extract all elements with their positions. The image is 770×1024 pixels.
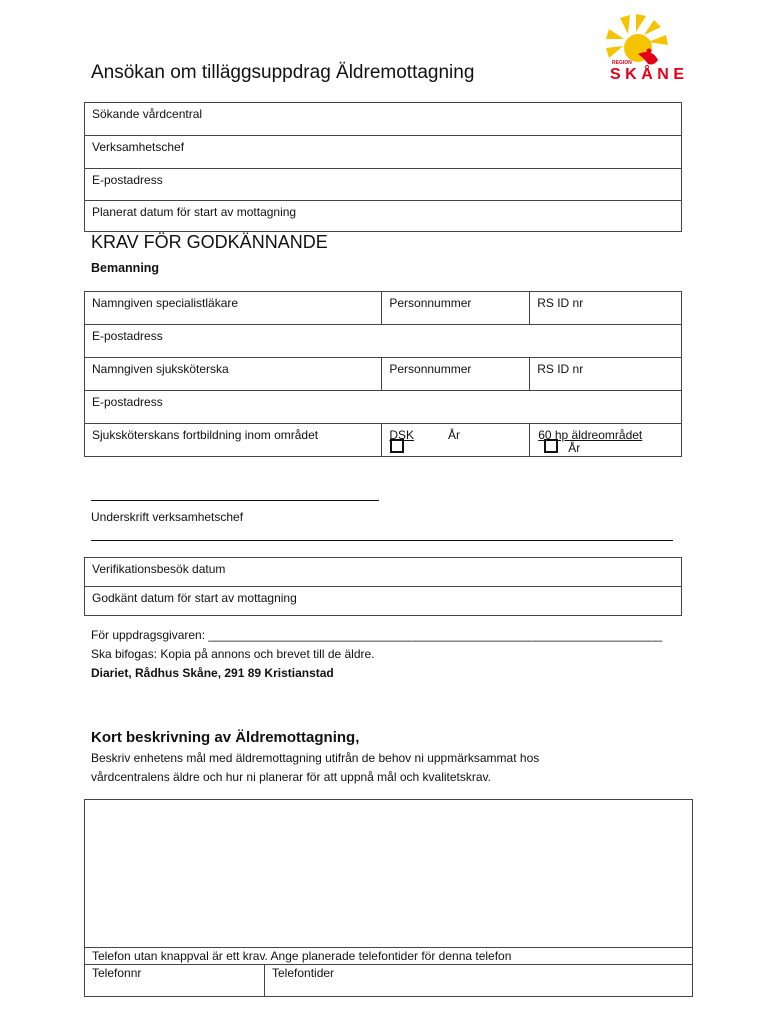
field-60hp[interactable] [530,424,682,457]
field-planerat-datum[interactable]: Planerat datum för start av mottagning [85,201,682,232]
field-ssk-rsid[interactable]: RS ID nr [530,358,682,391]
attachments-text: Ska bifogas: Kopia på annons och brevet till de äldre. [91,647,375,661]
description-text-2: vårdcentralens äldre och hur ni planerar för att uppnå mål och kvalitetskrav. [91,770,491,784]
field-fortbildning-label: Sjuksköterskans fortbildning inom området [85,424,382,457]
field-godkant-datum[interactable]: Godkänt datum för start av mottagning [85,587,682,616]
hp-year-label: År [568,441,581,455]
field-verksamhetschef[interactable]: Verksamhetschef [85,136,682,169]
dsk-checkbox[interactable] [390,439,404,453]
verification-table [84,557,682,616]
field-specialistlakare[interactable]: Namngiven specialistläkare [85,292,382,325]
client-line[interactable]: För uppdragsgivaren: ____________________________________________________________________ [91,628,663,642]
dsk-label: DSK [389,428,415,442]
applicant-table [84,102,682,232]
field-epostadress[interactable]: E-postadress [85,169,682,201]
field-lakare-rsid[interactable]: RS ID nr [530,292,682,325]
telefontider-label: Telefontider [272,966,335,980]
dsk-year-label: År [448,428,461,442]
hp-label: 60 hp äldreområdet [538,428,643,442]
field-sjukskoterska[interactable]: Namngiven sjuksköterska [85,358,382,391]
field-ssk-personnummer[interactable]: Personnummer [382,358,530,391]
field-lakare-epostadress[interactable]: E-postadress [85,325,682,358]
diary-address: Diariet, Rådhus Skåne, 291 89 Kristianstad [91,666,334,680]
page-title: Ansökan om tilläggsuppdrag Äldremottagning [91,62,475,83]
requirements-heading: KRAV FÖR GODKÄNNANDE [91,232,328,252]
logo-skane-text: SKÅNE [610,66,684,82]
field-lakare-personnummer[interactable]: Personnummer [382,292,530,325]
description-heading: Kort beskrivning av Äldremottagning, [91,729,360,746]
hp-checkbox[interactable] [544,439,558,453]
field-dsk[interactable] [382,424,530,457]
field-telefontider[interactable] [265,964,692,996]
phone-note: Telefon utan knappval är ett krav. Ange planerade telefontider för denna telefon [85,947,692,964]
telefonnr-label: Telefonnr [92,966,142,980]
field-ssk-epostadress[interactable]: E-postadress [85,391,682,424]
description-textarea[interactable] [85,800,692,947]
staffing-table [84,291,682,457]
logo-region-text: REGION [612,60,632,66]
description-text-1: Beskriv enhetens mål med äldremottagning utifrån de behov ni uppmärksammat hos [91,751,540,765]
region-skane-logo [606,14,686,82]
field-telefonnr[interactable] [85,964,265,996]
signature-line[interactable] [91,500,379,501]
description-box [84,799,693,997]
logo-graphic [606,14,686,82]
signature-label: Underskrift verksamhetschef [91,510,244,524]
field-sokande-vardcentral[interactable]: Sökande vårdcentral [85,103,682,136]
field-verifikationsbesok[interactable]: Verifikationsbesök datum [85,558,682,587]
staffing-subheading: Bemanning [91,261,160,275]
separator-line [91,540,673,541]
